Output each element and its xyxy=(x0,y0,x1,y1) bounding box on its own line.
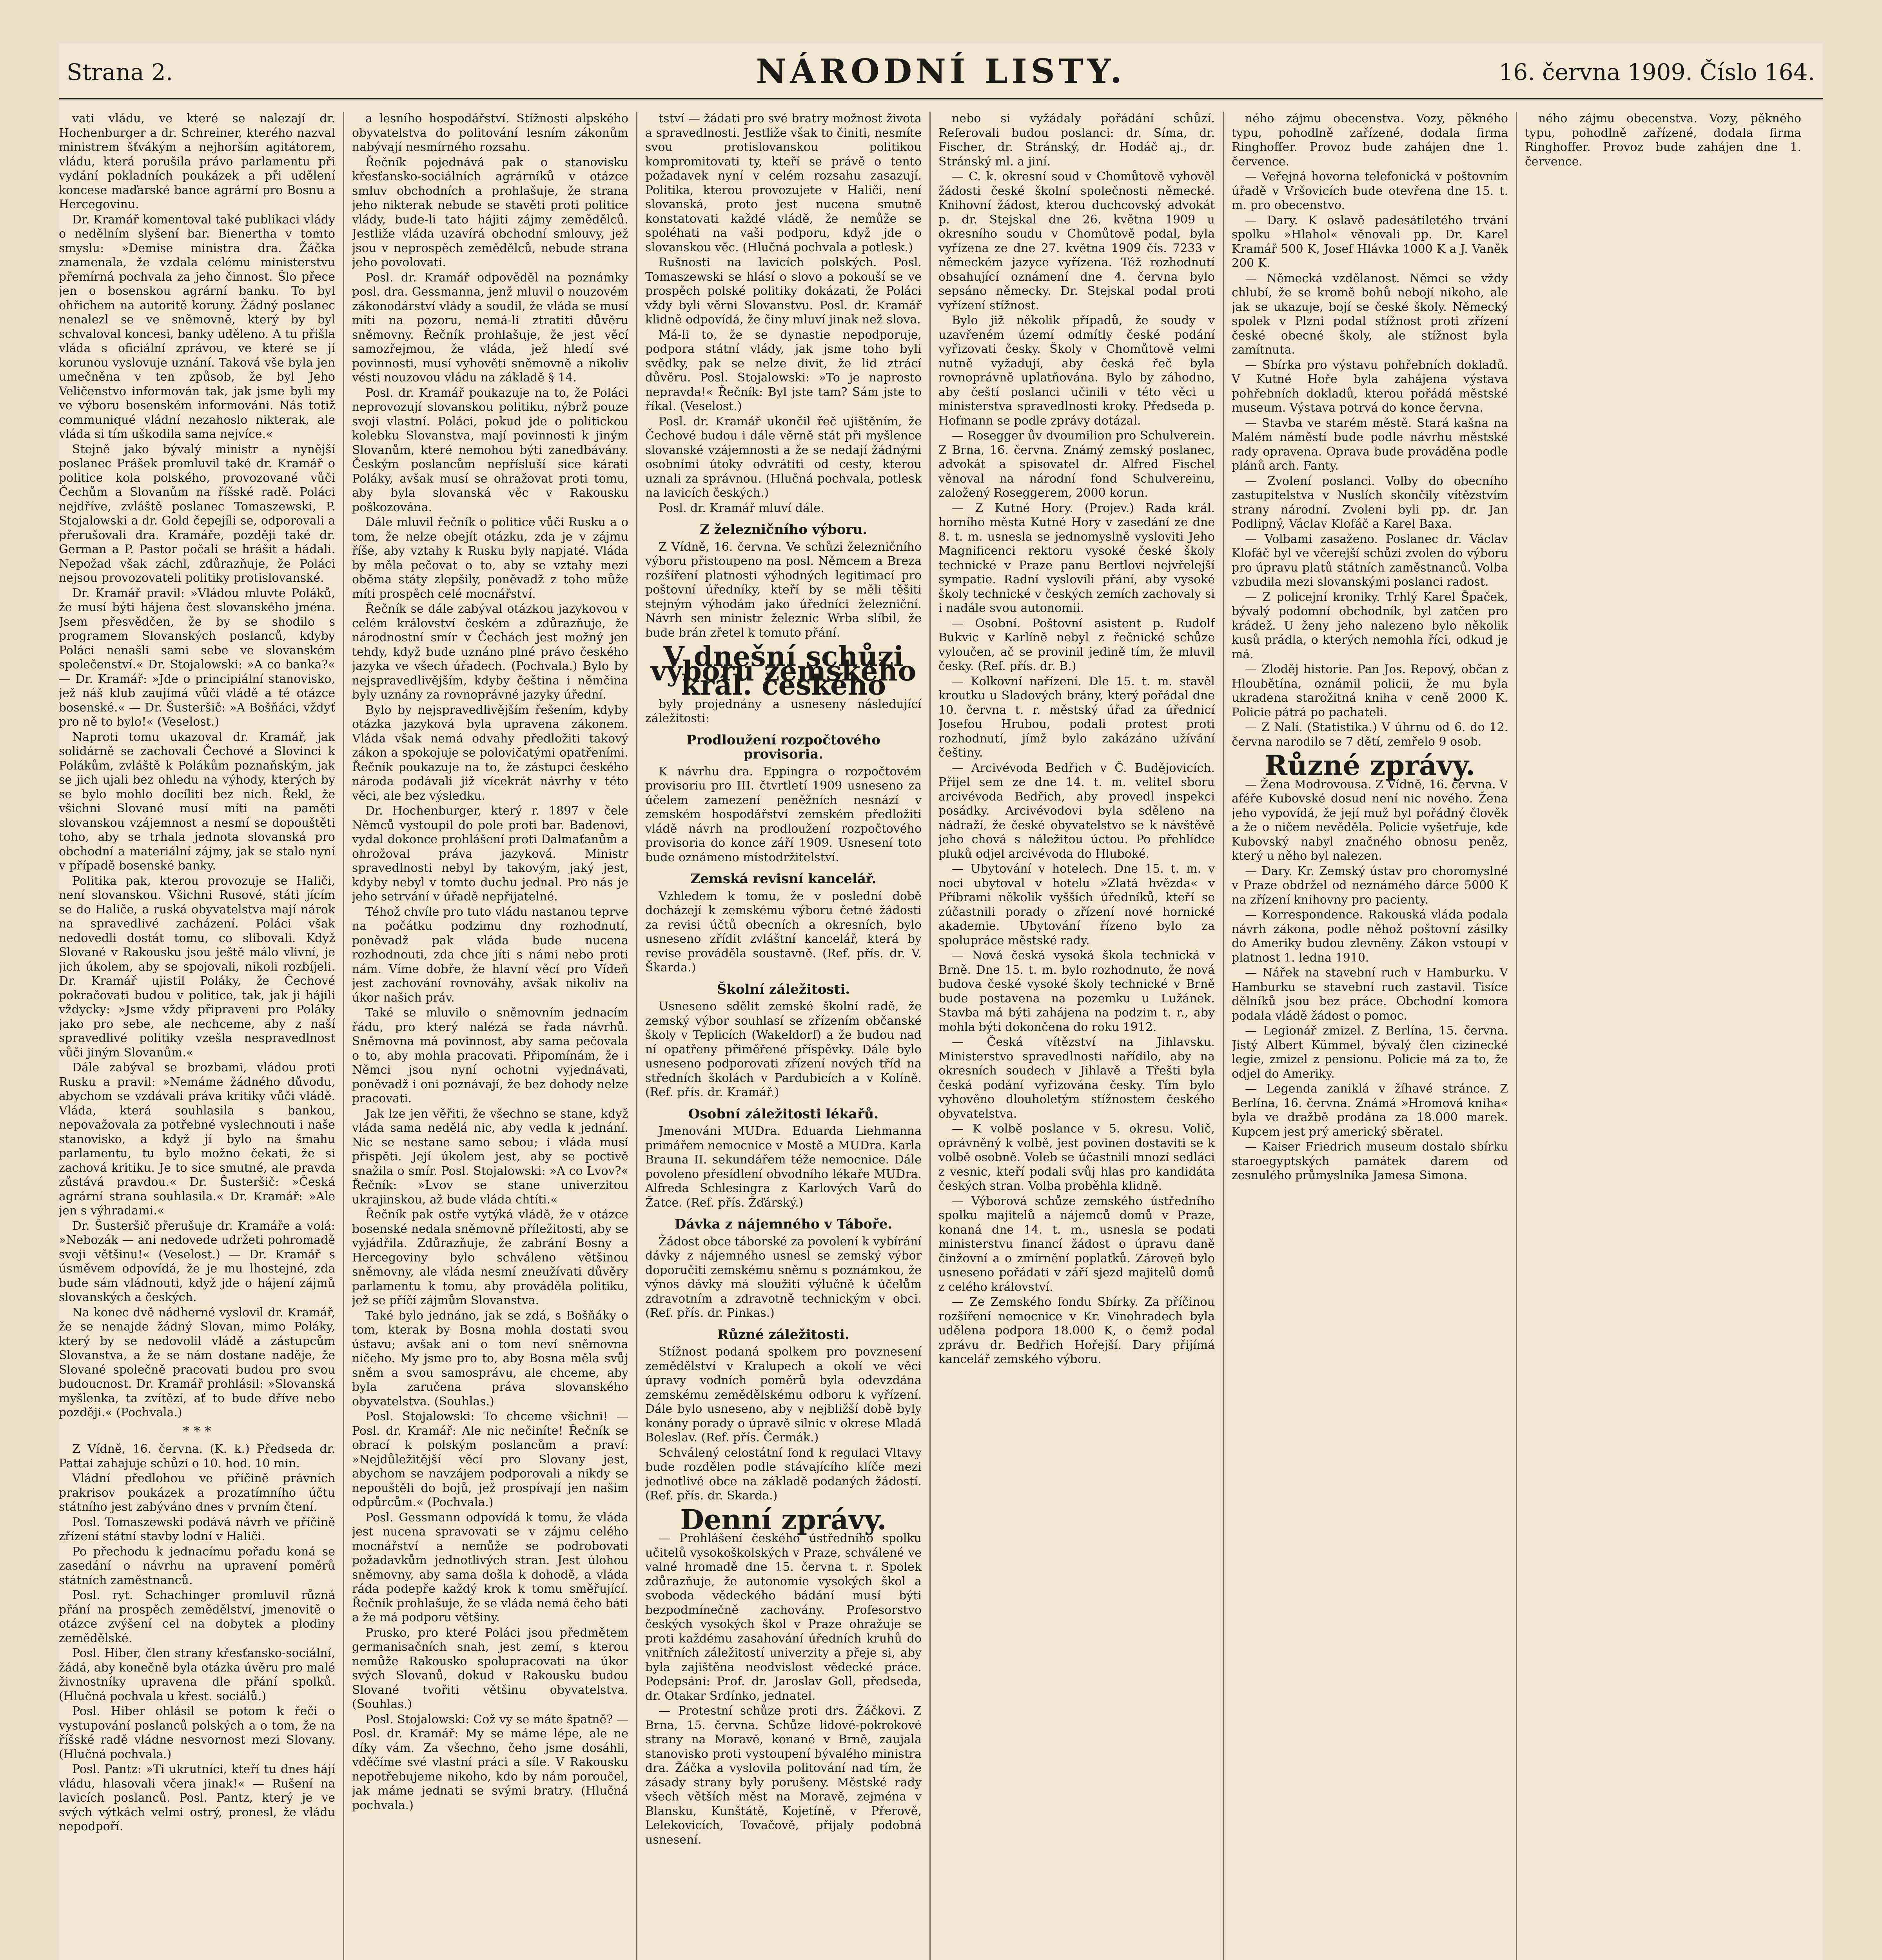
paragraph: — Česká vítězství na Jihlavsku. Ministerstvo spravedlnosti nařídilo, aby na okresních soudech v Jihlavě a Třešti byla česká podání vyřizována česky. Tím bylo vyhověno dlouholetým stížnostem českého obyvatelstva. xyxy=(938,1035,1215,1121)
paragraph: Prusko, pro které Poláci jsou předmětem germanisačních snah, jest zemí, s kterou nemůže Rakousko spolupracovati na úkor svých Slovanů, dokud v Rakousku budou Slované tvořiti většinu obyvatelstva. (Souhlas.) xyxy=(352,1626,628,1711)
paragraph: Po přechodu k jednacímu pořadu koná se zasedání o návrhu na upravení poměrů státních zaměstnanců. xyxy=(59,1544,335,1587)
paragraph: — Legenda zaniklá v žíhavé stránce. Z Berlína, 16. června. Známá »Hromová kniha« byla ve dražbě prodána za 18.000 marek. Kupcem jest prý americký sběratel. xyxy=(1232,1082,1508,1139)
page-header xyxy=(59,43,1823,100)
paragraph: Také se mluvilo o sněmovním jednacím řádu, pro který nalézá se řada návrhů. Sněmovna má povinnost, aby sama pečovala o to, aby mohla pracovati. Připomínám, že i Němci jsou nyní ochotni vyjednávati, poněvadž i oni poznávají, že bez dohody nelze pracovati. xyxy=(352,1006,628,1105)
paragraph: nebo si vyžádaly pořádání schůzí. Referovali budou poslanci: dr. Síma, dr. Fischer, dr. Stránský, dr. Hodáč aj., dr. Stránský ml. a jiní. xyxy=(938,112,1215,169)
paragraph: ného zájmu obecenstva. Vozy, pěkného typu, pohodlně zařízené, dodala firma Ringhoffer. Provoz bude zahájen dne 1. července. xyxy=(1525,112,1801,169)
paragraph: — Kaiser Friedrich museum dostalo sbírku staroegyptských památek darem od zesnulého průmyslníka Jamesa Simona. xyxy=(1232,1140,1508,1182)
paragraph: Řečník se dále zabýval otázkou jazykovou v celém království českém a zdůrazňuje, že národnostní smír v Čechách jest možný jen tehdy, když bude uznáno plné právo českého jazyka ve všech úřadech. (Pochvala.) Bylo by nejspravedlivějším, kdyby čeština i němčina byly uznány za rovnoprávné jazyky úřední. xyxy=(352,602,628,702)
paragraph: — Z Kutné Hory. (Projev.) Rada král. horního města Kutné Hory v zasedání ze dne 8. t. m. usnesla se jednomyslně vysloviti Jeho Magnificenci rektoru vysoké české školy technické v Praze panu Bertlovi nejvřelejší sympatie. Radní vyslovili přání, aby vysoké školy technické v českých zemích zachovaly si i nadále svou autonomii. xyxy=(938,501,1215,615)
paragraph: Dále zabýval se brozbami, vládou proti Rusku a pravil: »Nemáme žádného důvodu, abychom se vzdávali práva kritiky vůči vládě. Vláda, která souhlasila s bankou, nepovažovala za potřebné vyslechnouti i naše stanovisko, a když jí bylo na šmahu parlamentu, tu bylo možno čekati, že si zachová kritiku. Je to sice smutné, ale pravda zůstává pravdou.« Dr. Šusteršič: »Česká agrární strana souhlasila.« Dr. Kramář: »Ale jen s výhradami.« xyxy=(59,1061,335,1218)
paragraph: — Volbami zasaženo. Poslanec dr. Václav Klofáč byl ve včerejší schůzi zvolen do výboru pro úpravu platů státních zaměstnanců. Volba vzbudila mezi slovanskými poslanci radost. xyxy=(1232,532,1508,589)
page-number: Strana 2. xyxy=(67,59,173,85)
column-3 xyxy=(645,112,922,1960)
separator: * * * xyxy=(183,1423,211,1439)
paragraph: Usneseno sdělit zemské školní radě, že zemský výbor souhlasí se zřízením občanské školy v Teplicích (Wakeldorf) a že budou nad ní opatřeny přiměřené příspěvky. Dále bylo usneseno podporovati zřízení nových tříd na středních školách v Pardubicích a v Kolíně. (Ref. přís. dr. Kramář.) xyxy=(645,1000,922,1099)
paragraph: Posl. ryt. Schachinger promluvil různá přání na prospěch zemědělství, jmenovitě o otázce zvýšení cel na dobytek a plodiny zemědělské. xyxy=(59,1588,335,1645)
paragraph: — C. k. okresní soud v Chomůtově vyhověl žádosti české školní společnosti německé. Knihovní žádost, kterou duchcovský advokát p. dr. Stejskal dne 26. května 1909 u okresního soudu v Chomůtově podal, byla vyřízena ze dne 27. května 1909 čís. 7233 v německém jazyce vyřízena. Též rozhodnutí obsahující oznámení dne 4. června bylo sepsáno německy. Dr. Stejskal podal proti vyřízení stížnost. xyxy=(938,170,1215,312)
column-5 xyxy=(1232,112,1508,1960)
paragraph: K návrhu dra. Eppingra o rozpočtovém provisoriu pro III. čtvrtletí 1909 usneseno za účelem zamezení peněžních nesnází v zemském hospodářství zemském předložiti vládě návrh na prodloužení rozpočtového provisoria do konce září 1909. Usnesení toto bude oznámeno místodržitelství. xyxy=(645,764,922,864)
paragraph: Posl. dr. Kramář odpověděl na poznámky posl. dra. Gessmanna, jenž mluvil o nouzovém zákonodárství vlády a soudil, že vláda se musí míti na pozoru, nemá-li ztratiti důvěru sněmovny. Řečník prohlašuje, že jest věcí samozřejmou, že vláda, jež hledí své povinnosti, musí vyhověti sněmovně a nikoliv vésti nouzovou vládu na základě § 14. xyxy=(352,270,628,385)
paragraph: Posl. Pantz: »Ti ukrutníci, kteří tu dnes hájí vládu, hlasovali včera jinak!« — Rušení na lavicích poslanců. Posl. Pantz, který je ve svých výtkách velmi ostrý, pronesl, že vládu nepodpoří. xyxy=(59,1762,335,1833)
paragraph: — Výborová schůze zemského ústředního spolku majitelů a nájemců domů v Praze, konaná dne 14. t. m., usnesla se podati ministerstvu financí žádost o úpravu daně činžovní a o zmírnění poplatků. Zároveň bylo usneseno pořádati v září sjezd majitelů domů z celého království. xyxy=(938,1194,1215,1294)
paragraph: — Prohlášení českého ústředního spolku učitelů vysokoškolských v Praze, schválené ve valné hromadě dne 15. června t. r. Spolek zdůrazňuje, že autonomie vysokých škol a svoboda vědeckého bádání musí býti bezpodmínečně zachovány. Profesorstvo českých vysokých škol v Praze ohražuje se proti každému zasahování úředních kruhů do vnitřních záležitostí univerzity a přeje si, aby byla zajištěna neodvislost vědecké práce. Podepsáni: Prof. dr. Jaroslav Goll, předseda, dr. Otakar Srdínko, jednatel. xyxy=(645,1532,922,1703)
paragraph: Posl. Hiber, člen strany křesťansko-sociální, žádá, aby konečně byla otázka úvěru pro malé živnostníky upravena dle přání spolků. (Hlučná pochvala u křest. sociálů.) xyxy=(59,1646,335,1703)
column-2 xyxy=(352,112,628,1960)
column-rule xyxy=(636,112,637,1960)
paragraph: Z Vídně, 16. června. Ve schůzi železničního výboru přistoupeno na posl. Němcem a Breza rozšíření platnosti výhodných legitimací pro poštovní úředníky, kteří by se měli těšiti stejným výhodám jako úředníci železniční. Návrh sen ministr železnic Wrba slíbil, že bude brán zřetel k tomuto přání. xyxy=(645,540,922,640)
section-heading: Osobní záležitosti lékařů. xyxy=(688,1106,879,1122)
paragraph: Také bylo jednáno, jak se zdá, s Bošňáky o tom, kterak by Bosna mohla dostati svou ústavu; avšak ani o tom neví sněmovna ničeho. My jsme pro to, aby Bosna měla svůj sněm a svou samosprávu, ale chceme, aby byla zaručena práva slovanského obyvatelstva. (Souhlas.) xyxy=(352,1308,628,1408)
paragraph: — Korrespondence. Rakouská vláda podala návrh zákona, podle něhož poštovní zásilky do Ameriky budou zlevněny. Zákon vstoupí v platnost 1. ledna 1910. xyxy=(1232,908,1508,965)
column-rule xyxy=(1516,112,1517,1960)
paragraph: — K volbě poslance v 5. okresu. Volič, oprávněný k volbě, jest povinen dostaviti se k volbě osobně. Voleb se účastnili mnozí sedláci z vesnic, kteří podali svůj hlas pro kandidáta českých stran. Volba proběhla klidně. xyxy=(938,1122,1215,1193)
column-rule xyxy=(929,112,931,1960)
section-title: V dnešní schůzi výboru zemského král. českého xyxy=(650,640,916,701)
paragraph: Posl. Tomaszewski podává návrh ve příčině zřízení státní stavby lodní v Haliči. xyxy=(59,1515,335,1543)
paragraph: Stížnost podaná spolkem pro povznesení zemědělství v Kralupech a okolí ve věci úpravy vodních poměrů byla odevzdána zemskému zemědělskému odboru k vyřízení. Dále bylo usneseno, aby v nejbližší době byly konány porady o úpravě silnic v okrese Mladá Boleslav. (Ref. přís. Čermák.) xyxy=(645,1345,922,1445)
section-title: Denní zprávy. xyxy=(680,1503,887,1536)
paragraph: — Stavba ve starém městě. Stará kašna na Malém náměstí bude podle návrhu městské rady opravena. Oprava bude prováděna podle plánů arch. Fanty. xyxy=(1232,416,1508,473)
masthead: NÁRODNÍ LISTY. xyxy=(756,52,1126,91)
paragraph: Z Vídně, 16. června. (K. k.) Předseda dr. Pattai zahajuje schůzi o 10. hod. 10 min. xyxy=(59,1442,335,1470)
newspaper-page xyxy=(59,43,1823,1960)
column-rule xyxy=(1223,112,1224,1960)
column-4 xyxy=(938,112,1215,1960)
paragraph: — Arcivévoda Bedřich v Č. Budějovicích. Přijel sem ze dne 14. t. m. velitel sboru arcivévoda Bedřich, aby provedl inspekci posádky. Arcivévodovi byla sděleno na nádraží, že české obyvatelstvo se k návštěvě jeho chová s náležitou úctou. Po přehlídce pluků odjel arcivévoda do Hluboké. xyxy=(938,761,1215,861)
paragraph: Vládní předlohou ve příčině právních prakrisov poukázek a prozatímního účtu státního jest zabýváno dnes v prvním čtení. xyxy=(59,1472,335,1514)
paragraph: Bylo již několik případů, že soudy v uzavřeném území odmítly české podání vyřizovati česky. Školy v Chomůtově velmi nutně vyžadují, aby česká řeč byla rovnoprávně uplatňována. Bylo by záhodno, aby čeští poslanci učinili v této věci u ministerstva spravedlnosti kroky. Předseda p. Hofmann se podle zprávy dotázal. xyxy=(938,314,1215,428)
paragraph: — Kolkovní nařízení. Dle 15. t. m. stavěl kroutku u Sladových brány, který pořádal dne 10. června t. r. městský úřad za úřednicí Josefou Hrubou, podali protest proti rozhodnutí, jímž bylo zakázáno užívání češtiny. xyxy=(938,674,1215,760)
section-heading: Prodloužení rozpočtového provisoria. xyxy=(686,732,880,762)
section-heading: Školní záležitosti. xyxy=(717,981,850,997)
paragraph: Řečník pak ostře vytýká vládě, že v otázce bosenské nedala sněmovně příležitosti, aby se vyjádřila. Zdůrazňuje, že zabrání Bosny a Hercegoviny bylo schváleno většinou sněmovny, ale vláda nesmí zneužívati důvěry parlamentu k tomu, aby prováděla politiku, jež se příčí zájmům Slovanstva. xyxy=(352,1208,628,1307)
section-heading: Různé záležitosti. xyxy=(717,1327,849,1343)
paragraph: — Zvolení poslanci. Volby do obecního zastupitelstva v Nuslích skončily vítězstvím strany národní. Zvoleni byli pp. dr. Jan Podlipný, Václav Klofáč a Karel Baxa. xyxy=(1232,474,1508,531)
paragraph: — Žena Modrovousa. Z Vídně, 16. června. V aféře Kubovské dosud není nic nového. Žena jeho vypovídá, že její muž byl pořádný člověk a že o ničem nevěděla. Policie vyšetřuje, kde Kubovský nabyl značného obnosu peněz, který u něho byl nalezen. xyxy=(1232,777,1508,863)
issue-date: 16. června 1909. Číslo 164. xyxy=(1499,59,1815,85)
paragraph: — Legionář zmizel. Z Berlína, 15. června. Jistý Albert Kümmel, bývalý člen cizinecké legie, zmizel z pensionu. Policie má za to, že odjel do Ameriky. xyxy=(1232,1024,1508,1081)
paragraph: Posl. Stojalowski: To chceme všichni! — Posl. dr. Kramář: Ale nic nečiníte! Řečník se obrací k polským poslancům a praví: »Nejdůležitější věcí pro Slovany jest, abychom se navzájem podporovali a nikdy se nepouštěli do bojů, jež prospívají jen našim odpůrcům.« (Pochvala.) xyxy=(352,1410,628,1509)
paragraph: — Z Nalí. (Statistika.) V úhrnu od 6. do 12. června narodilo se 7 dětí, zemřelo 9 osob. xyxy=(1232,720,1508,749)
paragraph: — Ze Zemského fondu Sbírky. Za příčinou rozšíření nemocnice v Kr. Vinohradech byla udělena podpora 18.000 K, o čemž podal zprávu dr. Bedřich Hořejší. Dary přijímá kancelář zemského výboru. xyxy=(938,1295,1215,1366)
paragraph: — Z policejní kroniky. Trhlý Karel Špaček, bývalý podomní obchodník, byl zatčen pro krádež. U ženy jeho nalezeno bylo několik kusů prádla, o kterých nemohla říci, odkud je má. xyxy=(1232,590,1508,661)
paragraph: Posl. Stojalowski: Což vy se máte špatně? — Posl. dr. Kramář: My se máme lépe, ale ne díky vám. Za všechno, čeho jsme dosáhli, vděčíme své vlastní práci a síle. V Rakousku nepotřebujeme nikoho, kdo by nám poroučel, jak máme jednati se svými bratry. (Hlučná pochvala.) xyxy=(352,1712,628,1812)
paragraph: Řečník pojednává pak o stanovisku křesťansko-sociálních agrárníků v otázce smluv obchodních a prohlašuje, že strana jeho nikterak nebude se stavěti proti politice vlády, bude-li tato hájiti zájmy zemědělců. Jestliže vláda uzavírá obchodní smlouvy, jež jsou v neprospěch zemědělců, nebude strana jeho povolovati. xyxy=(352,155,628,269)
paragraph: Naproti tomu ukazoval dr. Kramář, jak solidárně se zachovali Čechové a Slovinci k Polákům, zvláště k Polákům poznaňským, jak se jich ujali bez ohledu na výhody, kterých by se bylo mohlo docíliti bez nich. Řekl, že všichni Slované musí míti na paměti slovanskou vzájemnost a nesmí se dopouštěti toho, aby se trhala jednota slovanská pro obchodní a materiální zájmy, jak se stalo nyní v případě bosenské banky. xyxy=(59,730,335,873)
paragraph: — Protestní schůze proti drs. Žáčkovi. Z Brna, 15. června. Schůze lidové-pokrokové strany na Moravě, konané v Brně, zaujala stanovisko proti vystoupení bývalého ministra dra. Žáčka a vyslovila politování nad tím, že zásady strany byly porušeny. Městské rady všech větších měst na Moravě, zejména v Blansku, Kunštátě, Kojetíně, v Přerově, Lelekovicích, Tovačově, přijaly podobná usnesení. xyxy=(645,1704,922,1847)
paragraph: vati vládu, ve které se nalezají dr. Hochenburger a dr. Schreiner, kterého nazval ministrem šťvákým a nejhorším agitátorem, vládu, která porušila právo parlamentu při vydání pokladních poukázek a při udělení koncese maďarské bance agrární pro Bosnu a Hercegovinu. xyxy=(59,112,335,211)
paragraph: Dr. Kramář pravil: »Vládou mluvte Poláků, že musí býti hájena čest slovanského jména. Jsem přesvědčen, že by se shodilo s programem Slovanských poslanců, kdyby Poláci nenašli sami sebe ve slovanském společenství.« Dr. Stojalowski: »A co banka?« — Dr. Kramář: »Jde o principiální stanovisko, jež náš klub zaujímá vůči vládě a té otázce bosenské.« — Dr. Šusteršič: »A Bošňáci, vždyť pro ně to bylo!« (Veselost.) xyxy=(59,586,335,729)
paragraph: Vzhledem k tomu, že v poslední době docházejí k zemskému výboru četné žádosti za revisi účtů obecních a okresních, bylo usneseno zřídit zvláštní kancelář, která by revise prováděla soustavně. (Ref. přís. dr. V. Škarda.) xyxy=(645,889,922,975)
paragraph: — Veřejná hovorna telefonická v poštovním úřadě v Vršovicích bude otevřena dne 15. t. m. pro obecenstvo. xyxy=(1232,170,1508,212)
paragraph: Schválený celostátní fond k regulaci Vltavy bude rozdělen podle stávajícího klíče mezi jednotlivé obce na základě podaných žádostí. (Ref. přís. dr. Skarda.) xyxy=(645,1446,922,1503)
section-heading: Dávka z nájemného v Táboře. xyxy=(674,1216,893,1232)
paragraph: Má-li to, že se dynastie nepodporuje, podpora státní vlády, jak jsme toho byli svědky, pak se nelze divit, že lid ztrácí důvěru. Posl. Stojalowski: »To je naprosto nepravda!« Řečník: Byl jste tam? Sám jste to říkal. (Veselost.) xyxy=(645,328,922,413)
column-1 xyxy=(59,112,335,1960)
section-heading: Z železničního výboru. xyxy=(699,522,867,537)
paragraph: Posl. Gessmann odpovídá k tomu, že vláda jest nucena spravovati se v zájmu celého mocnářství a nemůže se podrobovati požadavkům jednotlivých stran. Jest úlohou sněmovny, aby sama došla k dohodě, a vláda ráda podepře každý krok k tomu směřující. Řečník prohlašuje, že se vláda nemá čeho báti a že má podporu většiny. xyxy=(352,1510,628,1624)
paragraph: Jak lze jen věřiti, že všechno se stane, když vláda sama nedělá nic, aby vedla k jednání. Nic se nestane samo sebou; i vláda musí přispěti. Její úkolem jest, aby se poctivě snažila o smír. Posl. Stojalowski: »A co Lvov?« Řečník: »Lvov se stane univerzitou ukrajinskou, až bude vláda chtíti.« xyxy=(352,1107,628,1207)
paragraph: ného zájmu obecenstva. Vozy, pěkného typu, pohodlně zařízené, dodala firma Ringhoffer. Provoz bude zahájen dne 1. července. xyxy=(1232,112,1508,169)
paragraph: Žádost obce táborské za povolení k vybírání dávky z nájemného usnesl se zemský výbor doporučiti zemskému sněmu s poznámkou, že výnos dávky má sloužiti výlučně k účelům zdravotním a zdravotně technickým v obci. (Ref. přís. dr. Pinkas.) xyxy=(645,1234,922,1320)
paragraph: Jmenováni MUDra. Eduarda Liehmanna primářem nemocnice v Mostě a MUDra. Karla Brauna II. sekundářem téže nemocnice. Dále povoleno přesídlení obvodního lékaře MUDra. Alfreda Schlesingra z Karlových Varů do Žatce. (Ref. přís. Žďárský.) xyxy=(645,1124,922,1210)
paragraph: — Zloděj historie. Pan Jos. Repový, občan z Hloubětína, oznámil policii, že mu byla ukradena starožitná kniha v ceně 2000 K. Policie pátrá po pachateli. xyxy=(1232,662,1508,719)
paragraph: tství — žádati pro své bratry možnost života a spravedlnosti. Jestliže však to činiti, nesmíte svou protislovanskou politikou kompromitovati ty, kteří se právě o tento požadavek nyní v celém rozsahu zasazují. Politika, kterou provozujete v Haliči, není slovanská, proto jest nucena smutně konstatovati každé vládě, že nemůže se spoléhati na vaši podporu, když jde o slovanskou věc. (Hlučná pochvala a potlesk.) xyxy=(645,112,922,254)
paragraph: Téhož chvíle pro tuto vládu nastanou teprve na počátku podzimu dny rozhodnutí, poněvadž pak vláda bude nucena rozhodnouti, zda chce jíti s námi nebo proti nám. Víme dobře, že hlavní věcí pro Vídeň jest zachování rovnováhy, avšak nikoliv na úkor našich práv. xyxy=(352,905,628,1005)
column-6 xyxy=(1525,112,1801,1960)
section-heading: Zemská revisní kancelář. xyxy=(690,871,877,887)
paragraph: — Dary. K oslavě padesátiletého trvání spolku »Hlahol« věnovali pp. Dr. Karel Kramář 500 K, Josef Hlávka 1000 K a J. Vaněk 200 K. xyxy=(1232,213,1508,270)
paragraph: Dr. Kramář komentoval také publikaci vlády o nedělním slyšení bar. Bienertha v tomto smyslu: »Demise ministra dra. Žáčka znamenala, že vzdala celému ministerstvu přemírná pochvala za jeho činnost. Šlo přece jen o bosenskou agrární banku. To byl ohřichem na autoritě koruny. Žádný poslanec nenalezl se ve sněmovně, který by byl schvaloval koncesi, banky uděleno. A tu přišla vláda s oficiální zprávou, ve které se jí korunou vyslovuje uznání. Taková vše byla jen umečněna v ten způsob, že byl Jeho Veličenstvo informován tak, jak jsme byli my ve výboru bosenském informováni. Nás totiž communiqué vládní nezahoslo nikterak, ale vláda si tím uškodila sama nejvíce.« xyxy=(59,212,335,441)
paragraph: Na konec dvě nádherné vyslovil dr. Kramář, že se nenajde žádný Slovan, mimo Poláky, který by se nedovolil vládě a zástupcům Slovanstva, a že se nám dostane naděje, že Slované společně pracovati budou pro svou budoucnost. Dr. Kramář prohlásil: »Slovanská myšlenka, ta zvítězí, ať to bude dříve nebo později.« (Pochvala.) xyxy=(59,1305,335,1419)
paragraph: — Německá vzdělanost. Němci se vždy chlubí, že se kromě bohů nebojí nikoho, ale jak se ukazuje, bojí se české školy. Německý spolek v Plzni podal stížnost proti zřízení české obecné školy, ale stížnost byla zamítnuta. xyxy=(1232,271,1508,357)
paragraph: — Rosegger ův dvoumilion pro Schulverein. Z Brna, 16. června. Známý zemský poslanec, advokát a spisovatel dr. Alfred Fischel věnoval na národní fond Schulvereinu, založený Roseggerem, 2000 korun. xyxy=(938,429,1215,500)
paragraph: byly projednány a usneseny následující záležitosti: xyxy=(645,697,922,725)
paragraph: Dr. Šusteršič přerušuje dr. Kramáře a volá: »Nebozák — ani nedovede udržeti pohromadě svoji většinu!« (Veselost.) — Dr. Kramář s úsměvem odpovídá, že je mu lhostejné, zda bude sám vládnouti, když jde o hájení zájmů slovanských a českých. xyxy=(59,1219,335,1304)
paragraph: — Osobní. Poštovní asistent p. Rudolf Bukvic v Karlíně nebyl z řečnické schůze vyloučen, ač se provinil jedině tím, že mluvil česky. (Ref. přís. dr. B.) xyxy=(938,616,1215,673)
paragraph: Rušnosti na lavicích polských. Posl. Tomaszewski se hlásí o slovo a pokouší se ve prospěch polské politiky dokázati, že Poláci vždy byli věrni Slovanstvu. Posl. dr. Kramář klidně odpovídá, že činy mluví jinak než slova. xyxy=(645,256,922,327)
paragraph: Posl. dr. Kramář poukazuje na to, že Poláci neprovozují slovanskou politiku, nýbrž pouze svoji vlastní. Poláci, pokud jde o politickou kolebku Slovanstva, mají povinnosti k jiným Slovanům, které nemohou býti zanedbávány. Českým poslancům nepřísluší sice kárati Poláky, avšak musí se ohražovat proti tomu, aby byla slovanská věc v Rakousku poškozována. xyxy=(352,386,628,514)
paragraph: Dr. Hochenburger, který r. 1897 v čele Němců vystoupil do pole proti bar. Badenovi, vydal dokonce prohlášení proti Dalmaťanům a ohrožoval práva jazyková. Ministr spravedlnosti nebyl by takovým, jaký jest, kdyby nebyl v tomto duchu jednal. Pro nás je jeho setrvání v úřadě nepřijatelné. xyxy=(352,804,628,904)
paragraph: Stejně jako bývalý ministr a nynější poslanec Prášek promluvil také dr. Kramář o politice kola polského, provozované vůči Čechům a Slovanům na říšské radě. Poláci nejdříve, zvláště poslanec Tomaszewski, P. Stojalowski a dr. Gold čepejíli se, odporovali a přerušovali dra. Kramáře, později také dr. German a P. Pastor počali se hrášit a hádali. Nepožad však záchl, zdůrazňuje, že Poláci nejsou provozovateli politiky protislovanské. xyxy=(59,442,335,585)
paragraph: — Dary. Kr. Zemský ústav pro choromyslné v Praze obdržel od neznámého dárce 5000 K na zřízení knihovny pro pacienty. xyxy=(1232,864,1508,907)
paragraph: a lesního hospodářství. Stížnosti alpského obyvatelstva do politování lesním zákonům nabývají nesmírného rozsahu. xyxy=(352,112,628,154)
paragraph: Politika pak, kterou provozuje se Haliči, není slovanskou. Všichni Rusové, státi jícím se do Haliče, a ruská obyvatelstva mají nárok na spravedlivé zacházení. Poláci však nedovedli dostát tomu, co slibovali. Když Slované v Rakousku jsou ještě málo vlivní, je jich úkolem, aby se spojovali, nikoli rozbíjeli. Dr. Kramář ujistil Poláky, že Čechové pokračovati budou v politice, tak, jak ji hájili vždycky: »Jsme vždy připraveni pro Poláky jako pro sebe, ale nechceme, aby z naší spravedlivé politiky vzešla nespravedlnost vůči jiným Slovanům.« xyxy=(59,874,335,1060)
paragraph: — Nová česká vysoká škola technická v Brně. Dne 15. t. m. bylo rozhodnuto, že nová budova české vysoké školy technické v Brně bude postavena na pozemku u Lužánek. Stavba má býti zahájena na podzim t. r., aby mohla býti dokončena do roku 1912. xyxy=(938,949,1215,1034)
paragraph: Posl. Hiber ohlásil se potom k řeči o vystupování poslanců polských a o tom, že na říšské radě vládne nesvornost mezi Slovany. (Hlučná pochvala.) xyxy=(59,1704,335,1761)
paragraph: Posl. dr. Kramář mluví dále. xyxy=(659,501,824,515)
paragraph: Posl. dr. Kramář ukončil řeč ujištěním, že Čechové budou i dále věrně stát při myšlence slovanské vzájemnosti a že se nedají žádnými osobními útoky odvrátiti od cesty, kterou uznali za správnou. (Hlučná pochvala, potlesk na lavicích českých.) xyxy=(645,414,922,500)
paragraph: — Ubytování v hotelech. Dne 15. t. m. v noci ubytoval v hotelu »Zlatá hvězda« v Příbrami několik vyšších úředníků, kteří se zúčastnili porady o zřízení nové hornické akademie. Ubytování řízeno bylo za spolupráce městské rady. xyxy=(938,862,1215,947)
paragraph: Bylo by nejspravedlivějším řešením, kdyby otázka jazyková byla upravena zákonem. Vláda však nemá odvahy předložiti takový zákon a spokojuje se polovičatými opatřeními. Řečník poukazuje na to, že zástupci českého národa podávali již vícekrát návrhy v této věci, ale bez výsledku. xyxy=(352,703,628,803)
column-rule xyxy=(343,112,344,1960)
section-title: Různé zprávy. xyxy=(1264,749,1475,782)
paragraph: Dále mluvil řečník o politice vůči Rusku a o tom, že nelze obejít otázku, zda je v zájmu říše, aby vztahy k Rusku byly napjaté. Vláda by měla pečovat o to, aby se vztahy mezi oběma státy zlepšily, poněvadž z toho může míti prospěch celé mocnářství. xyxy=(352,515,628,601)
paragraph: — Sbírka pro výstavu pohřebních dokladů. V Kutné Hoře byla zahájena výstava pohřebních dokladů, kterou pořádá městské museum. Výstava potrvá do konce června. xyxy=(1232,358,1508,415)
paragraph: — Nářek na stavební ruch v Hamburku. V Hamburku se stavební ruch zastavil. Tisíce dělníků jsou bez práce. Obchodní komora podala vládě žádost o pomoc. xyxy=(1232,966,1508,1023)
